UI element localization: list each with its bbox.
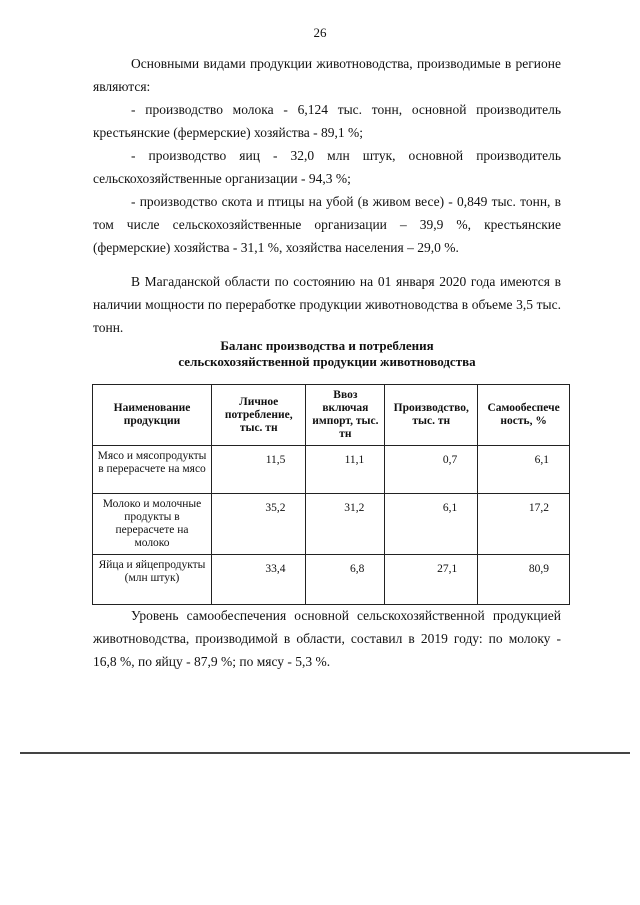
cell-production: 6,1: [385, 494, 478, 555]
cell-self-sufficiency: 80,9: [478, 555, 570, 605]
cell-production: 27,1: [385, 555, 478, 605]
cell-consumption: 33,4: [212, 555, 306, 605]
page-divider: [20, 752, 630, 754]
cell-product-name: Мясо и мясопродукты в перерасчете на мясо: [93, 446, 212, 494]
header-self-sufficiency: Самообеспече ность, %: [478, 385, 570, 446]
table-header-row: [93, 385, 570, 446]
cell-production: 0,7: [385, 446, 478, 494]
cell-product-name: Молоко и молочные продукты в перерасчете на молоко: [93, 494, 212, 555]
cell-import: 31,2: [306, 494, 385, 555]
table-row: [93, 446, 570, 494]
table-title-line1: Баланс производства и потребления: [220, 338, 434, 353]
table-row: [93, 555, 570, 605]
cell-consumption: 11,5: [212, 446, 306, 494]
page-number: 26: [313, 25, 327, 40]
table-title: [93, 338, 561, 370]
balance-table: [92, 384, 570, 605]
cell-consumption: 35,2: [212, 494, 306, 555]
table-title-line2: сельскохозяйственной продукции животноводства: [178, 354, 476, 369]
capacity-paragraph: В Магаданской области по состоянию на 01 января 2020 года имеются в наличии мощности по переработке продукции животноводства в объеме 3,5 тыс. тонн.: [93, 274, 561, 335]
header-import: Ввоз включая импорт, тыс. тн: [306, 385, 385, 446]
cell-import: 6,8: [306, 555, 385, 605]
cell-product-name: Яйца и яйцепродукты (млн штук): [93, 555, 212, 605]
header-production: Производство, тыс. тн: [385, 385, 478, 446]
cell-import: 11,1: [306, 446, 385, 494]
table-row: [93, 494, 570, 555]
conclusion-paragraph: Уровень самообеспечения основной сельскохозяйственной продукцией животноводства, производимой в области, составил в 2019 году: по молоку - 16,8 %, по яйцу - 87,9 %; по мясу - 5,3 %.: [93, 608, 561, 669]
list-item-eggs: - производство яиц - 32,0 млн штук, основной производитель сельскохозяйственные организации - 94,3 %;: [93, 148, 561, 186]
header-product-name: Наименование продукции: [93, 385, 212, 446]
header-consumption: Личное потребление, тыс. тн: [212, 385, 306, 446]
cell-self-sufficiency: 17,2: [478, 494, 570, 555]
list-item-livestock: - производство скота и птицы на убой (в живом весе) - 0,849 тыс. тонн, в том числе сельскохозяйственные организации – 39,9 %, крестьянские (фермерские) хозяйства - 31,1 %, хозяйства населения – 29,0 %.: [93, 194, 561, 255]
cell-self-sufficiency: 6,1: [478, 446, 570, 494]
list-item-milk: - производство молока - 6,124 тыс. тонн, основной производитель крестьянские (фермерские) хозяйства - 89,1 %;: [93, 102, 561, 140]
intro-paragraph: Основными видами продукции животноводства, производимые в регионе являются:: [93, 56, 561, 94]
